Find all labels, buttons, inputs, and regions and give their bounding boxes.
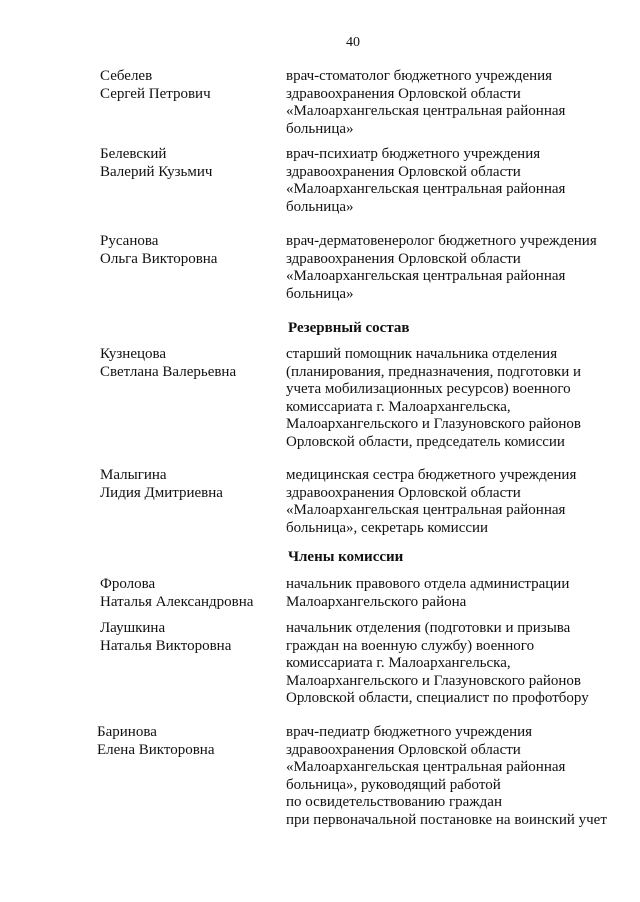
person-name bbox=[100, 620, 300, 655]
page-number: 40 bbox=[346, 35, 360, 50]
person-surname: Лаушкина bbox=[100, 620, 166, 636]
role-line: начальник отделения (подготовки и призыва bbox=[286, 620, 571, 636]
role-line: старший помощник начальника отделения bbox=[286, 346, 558, 362]
person-given-names: Светлана Валерьевна bbox=[100, 363, 237, 380]
role-line: врач-дерматовенеролог бюджетного учреждения bbox=[286, 233, 597, 249]
role-line: (планирования, предназначения, подготовки и bbox=[286, 363, 582, 380]
role-line: комиссариата г. Малоархангельска, bbox=[286, 655, 511, 672]
person-given-names: Валерий Кузьмич bbox=[100, 163, 213, 180]
role-line: здравоохранения Орловской области bbox=[286, 163, 521, 180]
role-line: врач-педиатр бюджетного учреждения bbox=[286, 724, 533, 740]
role-line: здравоохранения Орловской области bbox=[286, 85, 521, 102]
person-surname: Фролова bbox=[100, 576, 156, 592]
person-name bbox=[100, 233, 300, 268]
person-given-names: Лидия Дмитриевна bbox=[100, 484, 223, 501]
person-name bbox=[100, 467, 300, 502]
person-role bbox=[286, 576, 626, 611]
person-given-names: Елена Викторовна bbox=[97, 741, 215, 758]
person-surname: Русанова bbox=[100, 233, 159, 249]
person-given-names: Ольга Викторовна bbox=[100, 250, 218, 267]
reserve-section-heading: Резервный состав bbox=[288, 320, 410, 336]
role-line: по освидетельствованию граждан bbox=[286, 794, 502, 811]
role-line: больница», руководящий работой bbox=[286, 776, 501, 793]
role-line: граждан на военную службу) военного bbox=[286, 637, 535, 654]
role-line: Малоархангельского и Глазуновского районов bbox=[286, 672, 582, 689]
role-line: «Малоархангельская центральная районная bbox=[286, 268, 566, 285]
person-surname: Малыгина bbox=[100, 467, 167, 483]
person-given-names: Наталья Викторовна bbox=[100, 637, 232, 654]
person-name bbox=[100, 346, 300, 381]
role-line: «Малоархангельская центральная районная bbox=[286, 103, 566, 120]
person-surname: Себелев bbox=[100, 68, 153, 84]
person-role bbox=[286, 233, 626, 303]
role-line: Орловской области, специалист по профотбору bbox=[286, 690, 589, 707]
role-line: больница» bbox=[286, 120, 354, 137]
role-line: Малоархангельского и Глазуновского районов bbox=[286, 416, 582, 433]
person-given-names: Сергей Петрович bbox=[100, 85, 211, 102]
person-name bbox=[100, 576, 300, 611]
role-line: «Малоархангельская центральная районная bbox=[286, 759, 566, 776]
role-line: «Малоархангельская центральная районная bbox=[286, 502, 566, 519]
role-line: при первоначальной постановке на воинский учет bbox=[286, 811, 607, 828]
role-line: комиссариата г. Малоархангельска, bbox=[286, 398, 511, 415]
role-line: врач-стоматолог бюджетного учреждения bbox=[286, 68, 553, 84]
person-role bbox=[286, 620, 626, 708]
role-line: больница» bbox=[286, 285, 354, 302]
role-line: больница» bbox=[286, 198, 354, 215]
person-name bbox=[97, 724, 297, 759]
role-line: здравоохранения Орловской области bbox=[286, 250, 521, 267]
role-line: учета мобилизационных ресурсов) военного bbox=[286, 381, 571, 398]
person-role bbox=[286, 146, 626, 216]
person-role bbox=[286, 724, 626, 830]
person-given-names: Наталья Александровна bbox=[100, 593, 254, 610]
role-line: медицинская сестра бюджетного учреждения bbox=[286, 467, 577, 483]
person-surname: Белевский bbox=[100, 146, 167, 162]
members-section-heading: Члены комиссии bbox=[288, 549, 404, 565]
role-line: здравоохранения Орловской области bbox=[286, 484, 521, 501]
person-role bbox=[286, 68, 626, 138]
role-line: Малоархангельского района bbox=[286, 593, 467, 610]
person-role bbox=[286, 467, 626, 537]
person-name bbox=[100, 146, 300, 181]
person-surname: Кузнецова bbox=[100, 346, 167, 362]
role-line: врач-психиатр бюджетного учреждения bbox=[286, 146, 541, 162]
person-name bbox=[100, 68, 300, 103]
role-line: «Малоархангельская центральная районная bbox=[286, 181, 566, 198]
person-surname: Баринова bbox=[97, 724, 157, 740]
role-line: Орловской области, председатель комиссии bbox=[286, 433, 565, 450]
role-line: начальник правового отдела администрации bbox=[286, 576, 570, 592]
role-line: здравоохранения Орловской области bbox=[286, 741, 521, 758]
role-line: больница», секретарь комиссии bbox=[286, 519, 489, 536]
person-role bbox=[286, 346, 626, 452]
